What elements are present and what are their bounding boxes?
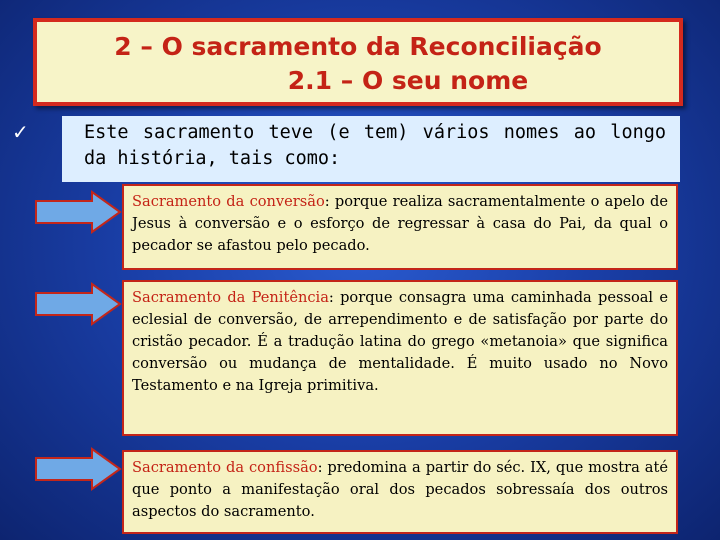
intro-text: Este sacramento teve (e tem) vários nomes ao longo da história, tais como: xyxy=(62,116,680,182)
term-description: : porque consagra uma caminhada pessoal e eclesial de conversão, de arrependimento e de satisfação por parte do cristão pecador. É a tradução latina do grego «metanoia» que significa conversão ou mudança de mentalidade. É muito usado no Novo Testamento e na Igreja primitiva. xyxy=(132,289,668,394)
arrow-right-icon xyxy=(34,447,122,491)
term-label: Sacramento da conversão xyxy=(132,193,325,210)
title-line-1: 2 – O sacramento da Reconciliação xyxy=(114,32,602,61)
checkmark-icon: ✓ xyxy=(12,120,29,144)
name-card-confissao xyxy=(122,450,678,534)
term-label: Sacramento da confissão xyxy=(132,459,318,476)
name-card-conversao xyxy=(122,184,678,270)
title-line-2: 2.1 – O seu nome xyxy=(287,66,529,95)
term-label: Sacramento da Penitência xyxy=(132,289,329,306)
term-description: : porque realiza sacramentalmente o apelo de Jesus à conversão e o esforço de regressar à casa do Pai, da qual o pecador se afastou pelo pecado. xyxy=(132,193,668,254)
arrow-right-icon xyxy=(34,282,122,326)
name-card-penitencia xyxy=(122,280,678,436)
arrow-right-icon xyxy=(34,190,122,234)
slide-title xyxy=(33,18,683,106)
term-description: : predomina a partir do séc. IX, que mostra até que ponto a manifestação oral dos pecados sobressaía dos outros aspectos do sacramento. xyxy=(132,459,668,520)
